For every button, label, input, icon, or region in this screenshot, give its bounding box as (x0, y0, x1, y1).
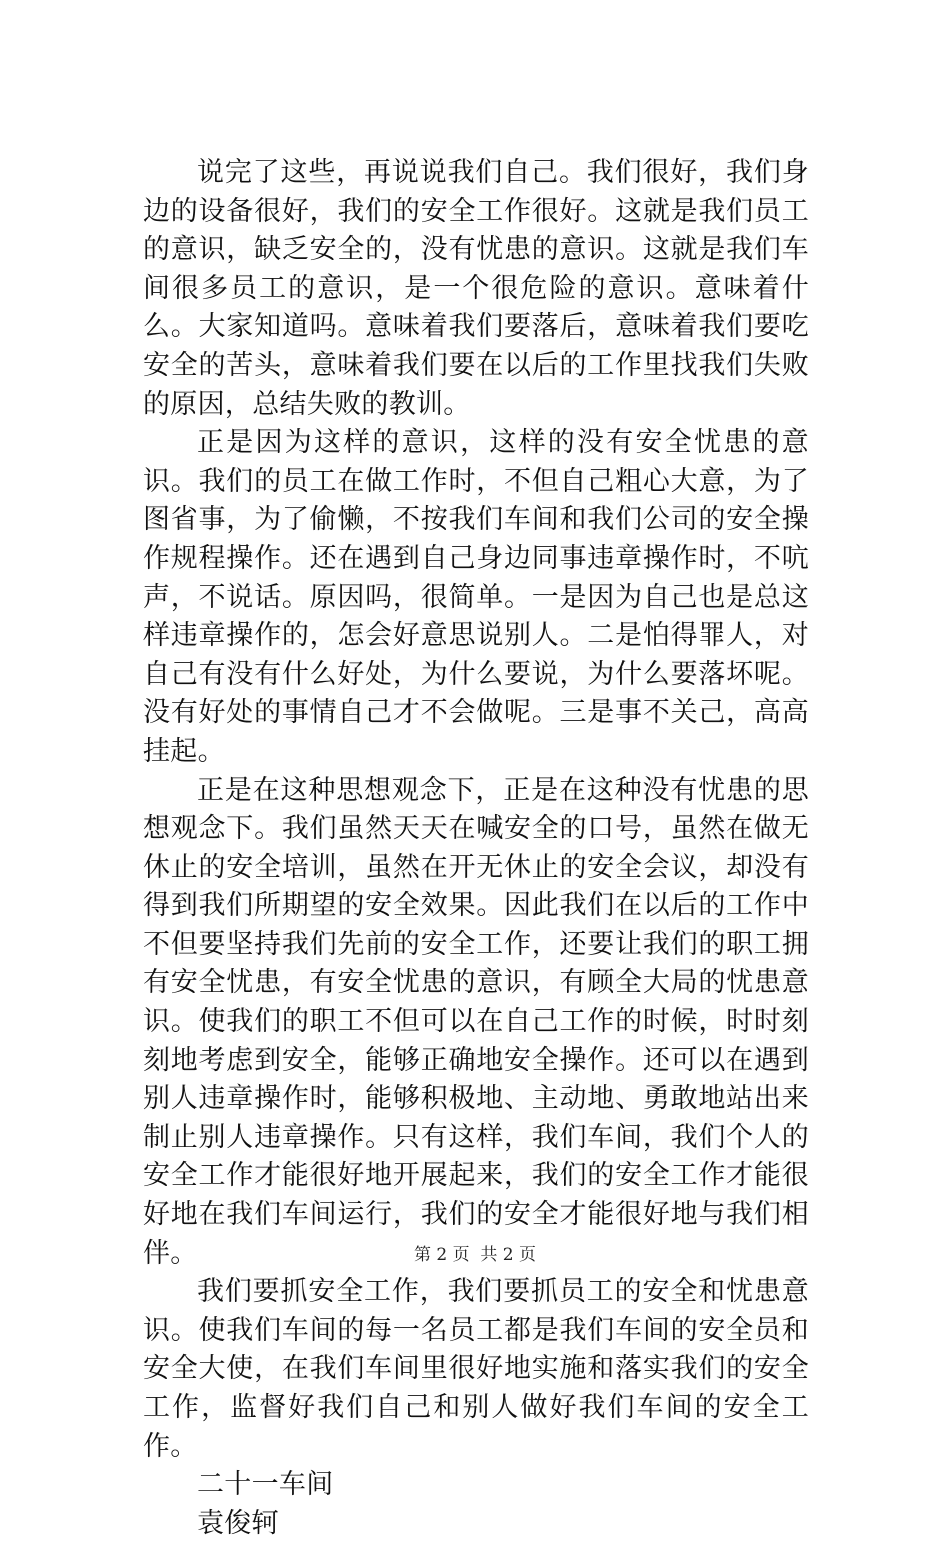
signature-author: 袁俊轲 (197, 1507, 279, 1539)
paragraph-2: 正是因为这样的意识，这样的没有安全忧患的意识。我们的员工在做工作时，不但自己粗心大意，为了图省事，为了偷懒，不按我们车间和我们公司的安全操作规程操作。还在遇到自己身边同事违章操作时，不吭声，不说话。原因吗，很简单。一是因为自己也是总这样违章操作的，怎会好意思说别人。二是怕得罪人，对自己有没有什么好处，为什么要说，为什么要落坏呢。没有好处的事情自己才不会做呢。三是事不关己，高高挂起。 (143, 427, 809, 767)
page-number-label: 第 2 页 共 2 页 (413, 1245, 537, 1265)
paragraph-4: 我们要抓安全工作，我们要抓员工的安全和忧患意识。使我们车间的每一名员工都是我们车间的安全员和安全大使，在我们车间里很好地实施和落实我们的安全工作，监督好我们自己和别人做好我们车间的安全工作。 (143, 1276, 809, 1462)
paragraph-1: 说完了这些，再说说我们自己。我们很好，我们身边的设备很好，我们的安全工作很好。这就是我们员工的意识，缺乏安全的，没有忧患的意识。这就是我们车间很多员工的意识，是一个很危险的意识。意味着什么。大家知道吗。意味着我们要落后，意味着我们要吃安全的苦头，意味着我们要在以后的工作里找我们失败的原因，总结失败的教训。 (143, 157, 809, 420)
signature-department: 二十一车间 (197, 1469, 334, 1501)
page-footer (0, 1244, 950, 1266)
paragraph-3: 正是在这种思想观念下，正是在这种没有忧患的思想观念下。我们虽然天天在喊安全的口号，虽然在做无休止的安全培训，虽然在开无休止的安全会议，却没有得到我们所期望的安全效果。因此我们在以后的工作中不但要坚持我们先前的安全工作，还要让我们的职工拥有安全忧患，有安全忧患的意识，有顾全大局的忧患意识。使我们的职工不但可以在自己工作的时候，时时刻刻地考虑到安全，能够正确地安全操作。还可以在遇到别人违章操作时，能够积极地、主动地、勇敢地站出来制止别人违章操作。只有这样，我们车间，我们个人的安全工作才能很好地开展起来，我们的安全工作才能很好地在我们车间运行，我们的安全才能很好地与我们相伴。 (143, 774, 809, 1269)
document-body (143, 154, 809, 1543)
